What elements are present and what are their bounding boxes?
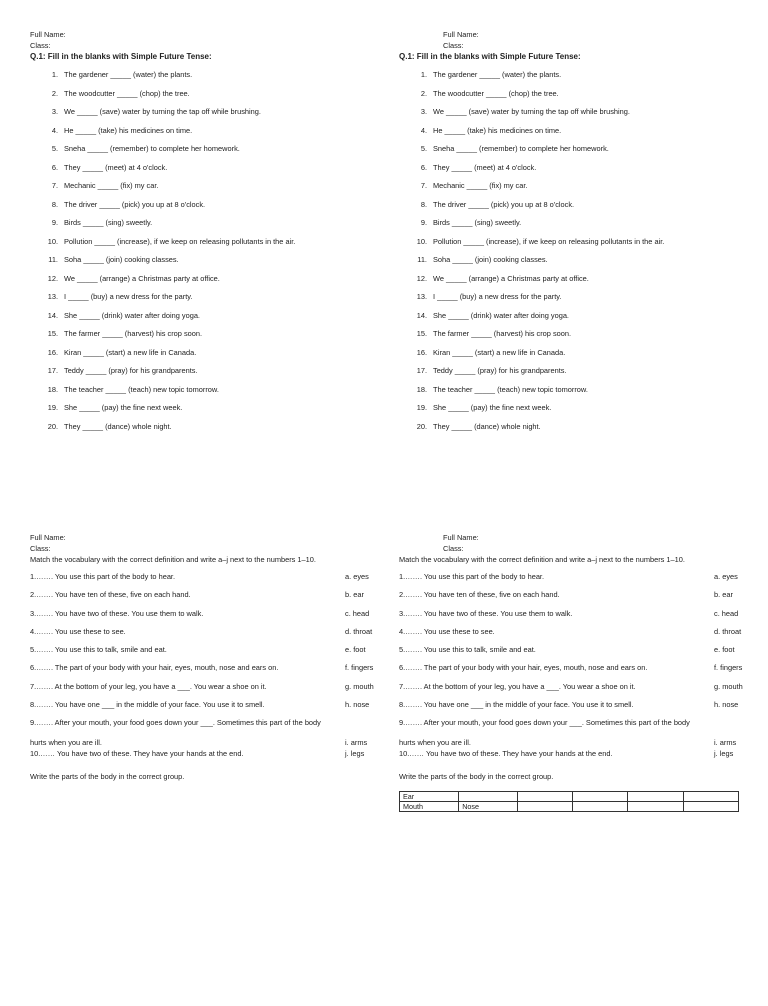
fill-item-number: 16. [416, 347, 427, 357]
fill-item [30, 365, 375, 384]
fill-item-number: 17. [416, 366, 427, 375]
fill-item-text: Kiran _____ (start) a new life in Canada. [64, 347, 197, 357]
vocab-question: 8.……. You have one ___ in the middle of your face. You use it to smell. [399, 700, 634, 710]
vocab-question: 5.……. You use this to talk, smile and eat. [30, 645, 167, 655]
group-table-cell[interactable]: Ear [400, 791, 459, 801]
vocab-item [30, 717, 375, 748]
vocab-answer-option: b. ear [345, 590, 364, 600]
fill-item-text: She _____ (drink) water after doing yoga. [433, 310, 569, 320]
group-table-cell[interactable] [628, 791, 683, 801]
fill-item-number: 15. [416, 329, 427, 338]
vocab-list [399, 571, 744, 767]
fill-item [399, 217, 744, 236]
fill-item-number: 18. [416, 384, 427, 394]
fill-item-number: 2. [51, 88, 58, 98]
fill-item [30, 106, 375, 125]
fill-item [30, 273, 375, 292]
fill-item-number: 11. [417, 255, 427, 264]
fill-item-number: 20. [47, 421, 58, 431]
vocab-item [30, 644, 375, 662]
fill-item-number: 12. [416, 273, 427, 283]
fill-item-number: 6. [51, 162, 58, 172]
fill-item [399, 199, 744, 218]
vocab-question: 5.……. You use this to talk, smile and eat. [399, 645, 536, 655]
fill-list [399, 69, 744, 439]
fill-item-number: 7. [51, 181, 58, 190]
vocab-list [30, 571, 375, 767]
fill-item [30, 199, 375, 218]
fill-item-number: 4. [51, 125, 58, 135]
fill-item-text: The teacher _____ (teach) new topic tomorrow. [64, 384, 219, 394]
q1-title: Q.1: Fill in the blanks with Simple Future Tense: [30, 52, 212, 61]
fill-item-text: I _____ (buy) a new dress for the party. [64, 292, 193, 301]
fill-item-number: 3. [420, 107, 427, 116]
vocab-question: 9.……. After your mouth, your food goes down your ___. Sometimes this part of the body [399, 718, 690, 728]
fill-item [30, 402, 375, 421]
vocab-answer-option: h. nose [345, 700, 370, 710]
vocab-answer-option: a. eyes [714, 572, 738, 581]
vocab-answer-option: f. fingers [345, 663, 374, 673]
fill-item [30, 310, 375, 329]
fill-item [30, 254, 375, 273]
group-table-cell[interactable]: Nose [459, 801, 518, 811]
fill-item-text: Soha _____ (join) cooking classes. [64, 255, 179, 264]
fill-item-text: The gardener _____ (water) the plants. [64, 70, 193, 79]
group-table-cell[interactable]: Mouth [400, 801, 459, 811]
fill-item-number: 10. [416, 236, 427, 246]
fill-item-number: 5. [420, 144, 427, 153]
fill-item [399, 365, 744, 384]
fill-item-text: The gardener _____ (water) the plants. [433, 70, 562, 79]
fill-item [30, 328, 375, 347]
vocab-question: 9.……. After your mouth, your food goes down your ___. Sometimes this part of the body [30, 718, 321, 728]
fill-item-text: The teacher _____ (teach) new topic tomorrow. [433, 384, 588, 394]
fill-item-text: The farmer _____ (harvest) his crop soon. [64, 329, 203, 338]
class-label: Class: [443, 41, 464, 50]
fill-item-text: The woodcutter _____ (chop) the tree. [64, 88, 190, 98]
vocab-item [30, 748, 375, 766]
fill-item-number: 1. [420, 70, 427, 79]
vocab-question-continued: hurts when you are ill. [399, 738, 471, 748]
fill-item [399, 310, 744, 329]
full-name-label: Full Name: [443, 533, 479, 542]
fill-item-text: I _____ (buy) a new dress for the party. [433, 292, 562, 301]
fill-item-text: She _____ (drink) water after doing yoga. [64, 310, 200, 320]
fill-item-number: 7. [420, 181, 427, 190]
fill-item-text: Pollution _____ (increase), if we keep on releasing pollutants in the air. [433, 236, 665, 246]
fill-item-number: 12. [47, 273, 58, 283]
vocab-answer-option: f. fingers [714, 663, 743, 673]
fill-item-text: We _____ (arrange) a Christmas party at office. [433, 273, 589, 283]
group-table-row [400, 791, 739, 801]
fill-item [399, 254, 744, 273]
fill-item-number: 2. [420, 88, 427, 98]
vocab-question: 7.……. At the bottom of your leg, you have a ___. You wear a shoe on it. [30, 681, 267, 691]
fill-item-text: The driver _____ (pick) you up at 8 o'clock. [64, 199, 206, 209]
fill-item [399, 291, 744, 310]
fill-item-text: The woodcutter _____ (chop) the tree. [433, 88, 559, 98]
fill-item [30, 217, 375, 236]
vocab-question: 6.……. The part of your body with your hair, eyes, mouth, nose and ears on. [30, 663, 279, 673]
fill-item [30, 88, 375, 107]
fill-item-number: 9. [51, 218, 58, 227]
group-table-cell[interactable] [683, 791, 738, 801]
vocab-answer-option: i. arms [714, 738, 737, 748]
fill-item [30, 384, 375, 403]
group-title: Write the parts of the body in the correct group. [30, 771, 185, 781]
fill-item [30, 69, 375, 88]
fill-item-text: Birds _____ (sing) sweetly. [433, 218, 522, 227]
group-table-cell[interactable] [517, 801, 572, 811]
fill-item-number: 11. [48, 255, 58, 264]
fill-item [399, 162, 744, 181]
vocab-item [399, 748, 744, 766]
fill-item-number: 3. [51, 107, 58, 116]
fill-item-number: 20. [416, 421, 427, 431]
vocab-question-continued: hurts when you are ill. [30, 738, 102, 748]
fill-item-number: 14. [416, 310, 427, 320]
vocab-question: 4.……. You use these to see. [30, 626, 126, 636]
vocab-question: 2.……. You have ten of these, five on each hand. [399, 590, 560, 600]
vocab-item [399, 662, 744, 680]
fill-item-number: 5. [51, 144, 58, 153]
vocab-item [399, 681, 744, 699]
fill-item-number: 6. [420, 162, 427, 172]
fill-item-number: 18. [47, 384, 58, 394]
group-title: Write the parts of the body in the correct group. [399, 771, 554, 781]
body-parts-group-table [399, 791, 739, 812]
fill-item [399, 69, 744, 88]
vocab-question: 3.……. You have two of these. You use them to walk. [30, 608, 204, 618]
fill-item [30, 236, 375, 255]
fill-item [399, 236, 744, 255]
vocab-answer-option: c. head [345, 608, 370, 618]
group-table-cell[interactable] [459, 791, 518, 801]
fill-item-text: He _____ (take) his medicines on time. [433, 125, 562, 135]
fill-item-text: We _____ (save) water by turning the tap off while brushing. [433, 107, 630, 116]
fill-item [30, 143, 375, 162]
fill-item-number: 16. [47, 347, 58, 357]
fill-item [399, 106, 744, 125]
vocab-question: 4.……. You use these to see. [399, 626, 495, 636]
vocab-item [399, 571, 744, 589]
vocab-item [30, 681, 375, 699]
fill-item-text: Sneha _____ (remember) to complete her homework. [64, 144, 240, 153]
fill-item-number: 1. [51, 70, 58, 79]
vocab-item [30, 626, 375, 644]
fill-item-number: 14. [47, 310, 58, 320]
group-table-cell[interactable] [573, 801, 628, 811]
vocab-item [399, 608, 744, 626]
vocab-item [399, 717, 744, 748]
full-name-label: Full Name: [30, 533, 66, 542]
fill-item [399, 421, 744, 440]
worksheet-top-right [399, 29, 744, 439]
fill-item-text: Teddy _____ (pray) for his grandparents. [433, 366, 567, 375]
group-table-cell[interactable] [573, 791, 628, 801]
vocab-answer-option: e. foot [345, 645, 366, 655]
worksheet-bottom-right [399, 532, 744, 812]
vocab-item [30, 589, 375, 607]
vocab-question: 7.……. At the bottom of your leg, you have a ___. You wear a shoe on it. [399, 681, 636, 691]
vocab-answer-option: d. throat [714, 626, 742, 636]
vocab-item [30, 608, 375, 626]
vocab-answer-option: g. mouth [345, 681, 374, 691]
vocab-answer-option: b. ear [714, 590, 733, 600]
vocab-question: 3.……. You have two of these. You use them to walk. [399, 608, 573, 618]
fill-item-number: 4. [420, 125, 427, 135]
worksheet-bottom-left [30, 532, 375, 782]
fill-item-text: The farmer _____ (harvest) his crop soon. [433, 329, 572, 338]
vocab-question: 8.……. You have one ___ in the middle of your face. You use it to smell. [30, 700, 265, 710]
worksheet-top-left [30, 29, 375, 439]
fill-item-text: They _____ (meet) at 4 o'clock. [64, 162, 168, 172]
fill-item-text: They _____ (dance) whole night. [433, 421, 541, 431]
vocab-answer-option: j. legs [345, 749, 365, 759]
fill-item-text: They _____ (meet) at 4 o'clock. [433, 162, 537, 172]
vocab-item [399, 589, 744, 607]
fill-item-text: They _____ (dance) whole night. [64, 421, 172, 431]
fill-item-text: Teddy _____ (pray) for his grandparents. [64, 366, 198, 375]
fill-item [399, 328, 744, 347]
vocab-question: 10.…… You have two of these. They have your hands at the end. [30, 749, 244, 759]
fill-item-text: Mechanic _____ (fix) my car. [64, 181, 159, 190]
vocab-answer-option: e. foot [714, 645, 735, 655]
group-table-row [400, 801, 739, 811]
fill-item-number: 9. [420, 218, 427, 227]
class-label: Class: [30, 544, 51, 553]
fill-item-text: Mechanic _____ (fix) my car. [433, 181, 528, 190]
fill-item [399, 384, 744, 403]
vocab-answer-option: i. arms [345, 738, 368, 748]
fill-item-number: 8. [51, 199, 58, 209]
vocab-question: 1.……. You use this part of the body to hear. [399, 572, 545, 581]
fill-item [399, 347, 744, 366]
vocab-item [30, 662, 375, 680]
fill-item [399, 88, 744, 107]
fill-item [30, 162, 375, 181]
fill-item-number: 13. [416, 292, 427, 301]
vocab-answer-option: a. eyes [345, 572, 369, 581]
vocab-item [399, 626, 744, 644]
fill-item [30, 125, 375, 144]
vocab-instruction: Match the vocabulary with the correct definition and write a–j next to the numbers 1–10. [30, 555, 316, 564]
fill-item-number: 10. [47, 236, 58, 246]
fill-item-number: 17. [47, 366, 58, 375]
fill-item [399, 402, 744, 421]
vocab-answer-option: j. legs [714, 749, 734, 759]
vocab-item [399, 644, 744, 662]
fill-item-text: Kiran _____ (start) a new life in Canada. [433, 347, 566, 357]
vocab-question: 1.……. You use this part of the body to hear. [30, 572, 176, 581]
fill-item-text: She _____ (pay) the fine next week. [433, 403, 552, 412]
fill-item-text: We _____ (save) water by turning the tap off while brushing. [64, 107, 261, 116]
full-name-label: Full Name: [30, 30, 66, 39]
fill-item-text: Pollution _____ (increase), if we keep on releasing pollutants in the air. [64, 236, 296, 246]
fill-item-text: Sneha _____ (remember) to complete her homework. [433, 144, 609, 153]
class-label: Class: [30, 41, 51, 50]
fill-item-text: Birds _____ (sing) sweetly. [64, 218, 153, 227]
fill-list [30, 69, 375, 439]
fill-item-number: 13. [47, 292, 58, 301]
fill-item-text: Soha _____ (join) cooking classes. [433, 255, 548, 264]
fill-item-number: 8. [420, 199, 427, 209]
class-label: Class: [443, 544, 464, 553]
fill-item-text: The driver _____ (pick) you up at 8 o'clock. [433, 199, 575, 209]
vocab-instruction: Match the vocabulary with the correct definition and write a–j next to the numbers 1–10. [399, 555, 685, 564]
vocab-question: 10.…… You have two of these. They have your hands at the end. [399, 749, 613, 759]
vocab-item [30, 699, 375, 717]
fill-item [399, 143, 744, 162]
fill-item [30, 421, 375, 440]
vocab-question: 2.……. You have ten of these, five on each hand. [30, 590, 191, 600]
group-table-cell[interactable] [517, 791, 572, 801]
group-table-cell[interactable] [628, 801, 683, 811]
fill-item-number: 19. [47, 403, 58, 412]
vocab-answer-option: c. head [714, 608, 739, 618]
vocab-answer-option: d. throat [345, 626, 373, 636]
fill-item [30, 180, 375, 199]
fill-item [399, 180, 744, 199]
vocab-question: 6.……. The part of your body with your hair, eyes, mouth, nose and ears on. [399, 663, 648, 673]
vocab-answer-option: g. mouth [714, 681, 743, 691]
full-name-label: Full Name: [443, 30, 479, 39]
q1-title: Q.1: Fill in the blanks with Simple Future Tense: [399, 52, 581, 61]
fill-item [30, 347, 375, 366]
fill-item [399, 125, 744, 144]
group-table-cell[interactable] [683, 801, 738, 811]
fill-item [30, 291, 375, 310]
fill-item-number: 15. [47, 329, 58, 338]
fill-item [399, 273, 744, 292]
fill-item-text: We _____ (arrange) a Christmas party at office. [64, 273, 220, 283]
vocab-answer-option: h. nose [714, 700, 739, 710]
vocab-item [399, 699, 744, 717]
fill-item-text: He _____ (take) his medicines on time. [64, 125, 193, 135]
fill-item-number: 19. [416, 403, 427, 412]
fill-item-text: She _____ (pay) the fine next week. [64, 403, 183, 412]
vocab-item [30, 571, 375, 589]
